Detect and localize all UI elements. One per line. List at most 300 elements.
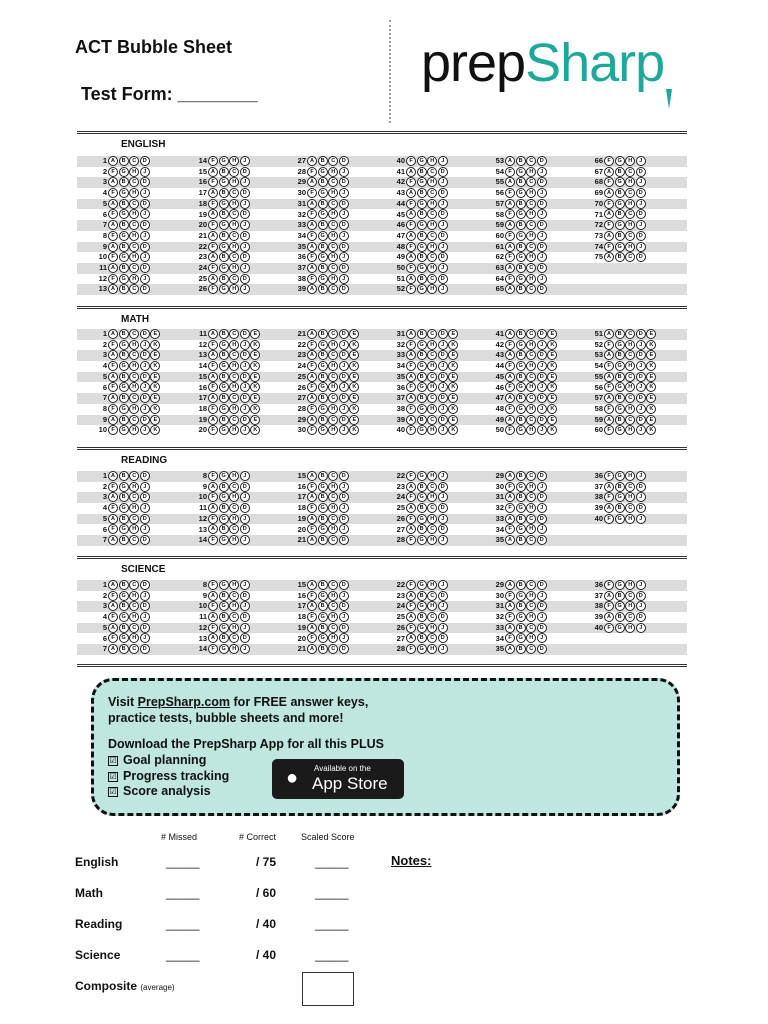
- answer-bubble[interactable]: C: [129, 623, 139, 633]
- answer-bubble[interactable]: H: [427, 263, 437, 273]
- answer-bubble[interactable]: H: [427, 492, 437, 502]
- answer-bubble[interactable]: A: [108, 263, 118, 273]
- answer-bubble[interactable]: A: [505, 644, 515, 654]
- answer-bubble[interactable]: J: [339, 482, 349, 492]
- answer-bubble[interactable]: H: [328, 404, 338, 414]
- answer-bubble[interactable]: J: [636, 471, 646, 481]
- answer-bubble[interactable]: J: [537, 482, 547, 492]
- answer-bubble[interactable]: F: [406, 471, 416, 481]
- answer-bubble[interactable]: G: [219, 514, 229, 524]
- answer-bubble[interactable]: F: [108, 361, 118, 371]
- answer-bubble[interactable]: D: [537, 514, 547, 524]
- answer-bubble[interactable]: D: [537, 644, 547, 654]
- answer-bubble[interactable]: A: [108, 242, 118, 252]
- answer-bubble[interactable]: H: [625, 580, 635, 590]
- answer-bubble[interactable]: B: [516, 415, 526, 425]
- answer-bubble[interactable]: A: [406, 503, 416, 513]
- answer-bubble[interactable]: H: [625, 361, 635, 371]
- answer-bubble[interactable]: G: [119, 252, 129, 262]
- answer-bubble[interactable]: F: [208, 382, 218, 392]
- answer-bubble[interactable]: A: [208, 612, 218, 622]
- answer-bubble[interactable]: G: [516, 361, 526, 371]
- answer-bubble[interactable]: H: [129, 482, 139, 492]
- answer-bubble[interactable]: H: [229, 199, 239, 209]
- answer-bubble[interactable]: G: [119, 425, 129, 435]
- answer-bubble[interactable]: G: [615, 382, 625, 392]
- answer-bubble[interactable]: C: [427, 591, 437, 601]
- answer-bubble[interactable]: J: [636, 404, 646, 414]
- answer-bubble[interactable]: G: [615, 425, 625, 435]
- answer-bubble[interactable]: H: [427, 535, 437, 545]
- answer-bubble[interactable]: C: [625, 372, 635, 382]
- answer-bubble[interactable]: F: [108, 340, 118, 350]
- answer-bubble[interactable]: G: [417, 601, 427, 611]
- answer-bubble[interactable]: E: [547, 350, 557, 360]
- answer-bubble[interactable]: D: [240, 591, 250, 601]
- answer-bubble[interactable]: C: [129, 199, 139, 209]
- answer-bubble[interactable]: G: [219, 263, 229, 273]
- answer-bubble[interactable]: H: [328, 231, 338, 241]
- answer-bubble[interactable]: B: [417, 503, 427, 513]
- answer-bubble[interactable]: G: [119, 633, 129, 643]
- answer-bubble[interactable]: G: [516, 591, 526, 601]
- answer-bubble[interactable]: H: [229, 644, 239, 654]
- answer-bubble[interactable]: D: [339, 263, 349, 273]
- missed-blank[interactable]: _____: [166, 855, 200, 869]
- answer-bubble[interactable]: D: [636, 482, 646, 492]
- app-store-button[interactable]: [272, 759, 404, 799]
- answer-bubble[interactable]: D: [438, 188, 448, 198]
- answer-bubble[interactable]: B: [318, 415, 328, 425]
- answer-bubble[interactable]: D: [140, 471, 150, 481]
- answer-bubble[interactable]: H: [427, 425, 437, 435]
- answer-bubble[interactable]: G: [615, 156, 625, 166]
- answer-bubble[interactable]: G: [417, 580, 427, 590]
- answer-bubble[interactable]: H: [129, 340, 139, 350]
- answer-bubble[interactable]: F: [604, 601, 614, 611]
- answer-bubble[interactable]: H: [526, 524, 536, 534]
- answer-bubble[interactable]: J: [537, 252, 547, 262]
- answer-bubble[interactable]: G: [318, 425, 328, 435]
- answer-bubble[interactable]: G: [417, 156, 427, 166]
- answer-bubble[interactable]: D: [240, 167, 250, 177]
- answer-bubble[interactable]: J: [240, 535, 250, 545]
- answer-bubble[interactable]: K: [250, 382, 260, 392]
- answer-bubble[interactable]: C: [229, 231, 239, 241]
- answer-bubble[interactable]: F: [108, 188, 118, 198]
- answer-bubble[interactable]: J: [339, 612, 349, 622]
- answer-bubble[interactable]: G: [119, 274, 129, 284]
- answer-bubble[interactable]: K: [150, 340, 160, 350]
- answer-bubble[interactable]: F: [108, 382, 118, 392]
- answer-bubble[interactable]: D: [537, 601, 547, 611]
- answer-bubble[interactable]: K: [547, 340, 557, 350]
- scaled-blank[interactable]: _____: [315, 855, 349, 869]
- answer-bubble[interactable]: B: [516, 644, 526, 654]
- answer-bubble[interactable]: D: [240, 393, 250, 403]
- answer-bubble[interactable]: E: [250, 415, 260, 425]
- answer-bubble[interactable]: K: [150, 361, 160, 371]
- answer-bubble[interactable]: D: [339, 623, 349, 633]
- answer-bubble[interactable]: B: [615, 252, 625, 262]
- answer-bubble[interactable]: A: [108, 514, 118, 524]
- answer-bubble[interactable]: B: [318, 514, 328, 524]
- answer-bubble[interactable]: J: [636, 361, 646, 371]
- answer-bubble[interactable]: C: [229, 612, 239, 622]
- answer-bubble[interactable]: F: [406, 623, 416, 633]
- answer-bubble[interactable]: A: [307, 350, 317, 360]
- answer-bubble[interactable]: J: [438, 644, 448, 654]
- answer-bubble[interactable]: G: [318, 503, 328, 513]
- answer-bubble[interactable]: H: [427, 284, 437, 294]
- answer-bubble[interactable]: B: [219, 612, 229, 622]
- answer-bubble[interactable]: J: [240, 644, 250, 654]
- answer-bubble[interactable]: D: [339, 601, 349, 611]
- answer-bubble[interactable]: C: [129, 601, 139, 611]
- answer-bubble[interactable]: C: [625, 252, 635, 262]
- answer-bubble[interactable]: F: [208, 199, 218, 209]
- answer-bubble[interactable]: A: [307, 177, 317, 187]
- answer-bubble[interactable]: G: [119, 503, 129, 513]
- answer-bubble[interactable]: H: [625, 492, 635, 502]
- answer-bubble[interactable]: C: [129, 156, 139, 166]
- answer-bubble[interactable]: F: [108, 167, 118, 177]
- answer-bubble[interactable]: F: [108, 404, 118, 414]
- answer-bubble[interactable]: J: [339, 188, 349, 198]
- answer-bubble[interactable]: E: [448, 350, 458, 360]
- answer-bubble[interactable]: H: [625, 156, 635, 166]
- answer-bubble[interactable]: G: [318, 612, 328, 622]
- answer-bubble[interactable]: F: [307, 361, 317, 371]
- answer-bubble[interactable]: G: [219, 156, 229, 166]
- answer-bubble[interactable]: D: [240, 231, 250, 241]
- answer-bubble[interactable]: A: [108, 492, 118, 502]
- answer-bubble[interactable]: G: [516, 188, 526, 198]
- answer-bubble[interactable]: J: [537, 524, 547, 534]
- answer-bubble[interactable]: H: [625, 404, 635, 414]
- answer-bubble[interactable]: C: [129, 514, 139, 524]
- answer-bubble[interactable]: K: [547, 425, 557, 435]
- answer-bubble[interactable]: H: [129, 167, 139, 177]
- answer-bubble[interactable]: A: [307, 601, 317, 611]
- answer-bubble[interactable]: H: [526, 361, 536, 371]
- answer-bubble[interactable]: J: [537, 425, 547, 435]
- answer-bubble[interactable]: K: [448, 340, 458, 350]
- answer-bubble[interactable]: F: [108, 503, 118, 513]
- answer-bubble[interactable]: G: [417, 535, 427, 545]
- answer-bubble[interactable]: D: [339, 177, 349, 187]
- answer-bubble[interactable]: G: [119, 482, 129, 492]
- answer-bubble[interactable]: B: [417, 372, 427, 382]
- answer-bubble[interactable]: F: [208, 263, 218, 273]
- answer-bubble[interactable]: J: [240, 623, 250, 633]
- answer-bubble[interactable]: D: [140, 514, 150, 524]
- answer-bubble[interactable]: J: [140, 231, 150, 241]
- answer-bubble[interactable]: H: [427, 220, 437, 230]
- answer-bubble[interactable]: F: [505, 167, 515, 177]
- answer-bubble[interactable]: B: [516, 177, 526, 187]
- answer-bubble[interactable]: H: [229, 263, 239, 273]
- answer-bubble[interactable]: H: [229, 340, 239, 350]
- answer-bubble[interactable]: D: [438, 393, 448, 403]
- answer-bubble[interactable]: G: [318, 361, 328, 371]
- answer-bubble[interactable]: B: [417, 329, 427, 339]
- answer-bubble[interactable]: B: [119, 471, 129, 481]
- answer-bubble[interactable]: J: [636, 177, 646, 187]
- answer-bubble[interactable]: J: [240, 220, 250, 230]
- answer-bubble[interactable]: H: [625, 220, 635, 230]
- answer-bubble[interactable]: C: [229, 252, 239, 262]
- answer-bubble[interactable]: K: [349, 382, 359, 392]
- answer-bubble[interactable]: F: [208, 340, 218, 350]
- answer-bubble[interactable]: E: [150, 372, 160, 382]
- answer-bubble[interactable]: H: [129, 274, 139, 284]
- answer-bubble[interactable]: H: [328, 252, 338, 262]
- answer-bubble[interactable]: K: [646, 425, 656, 435]
- answer-bubble[interactable]: A: [505, 601, 515, 611]
- answer-bubble[interactable]: C: [526, 644, 536, 654]
- answer-bubble[interactable]: A: [505, 535, 515, 545]
- answer-bubble[interactable]: G: [119, 382, 129, 392]
- answer-bubble[interactable]: D: [140, 644, 150, 654]
- answer-bubble[interactable]: A: [406, 415, 416, 425]
- answer-bubble[interactable]: B: [119, 492, 129, 502]
- answer-bubble[interactable]: G: [119, 404, 129, 414]
- answer-bubble[interactable]: J: [339, 167, 349, 177]
- answer-bubble[interactable]: G: [318, 209, 328, 219]
- answer-bubble[interactable]: F: [505, 252, 515, 262]
- answer-bubble[interactable]: B: [417, 524, 427, 534]
- answer-bubble[interactable]: H: [129, 252, 139, 262]
- answer-bubble[interactable]: A: [406, 252, 416, 262]
- answer-bubble[interactable]: D: [537, 177, 547, 187]
- answer-bubble[interactable]: B: [318, 350, 328, 360]
- answer-bubble[interactable]: A: [505, 284, 515, 294]
- answer-bubble[interactable]: K: [448, 425, 458, 435]
- answer-bubble[interactable]: E: [150, 393, 160, 403]
- answer-bubble[interactable]: A: [604, 415, 614, 425]
- answer-bubble[interactable]: B: [119, 350, 129, 360]
- answer-bubble[interactable]: D: [537, 623, 547, 633]
- answer-bubble[interactable]: C: [526, 263, 536, 273]
- answer-bubble[interactable]: H: [129, 591, 139, 601]
- answer-bubble[interactable]: J: [339, 361, 349, 371]
- answer-bubble[interactable]: C: [427, 167, 437, 177]
- answer-bubble[interactable]: C: [625, 393, 635, 403]
- answer-bubble[interactable]: B: [119, 601, 129, 611]
- answer-bubble[interactable]: C: [328, 393, 338, 403]
- answer-bubble[interactable]: B: [516, 263, 526, 273]
- answer-bubble[interactable]: C: [328, 199, 338, 209]
- answer-bubble[interactable]: G: [119, 361, 129, 371]
- answer-bubble[interactable]: H: [229, 361, 239, 371]
- answer-bubble[interactable]: H: [328, 361, 338, 371]
- answer-bubble[interactable]: D: [240, 274, 250, 284]
- answer-bubble[interactable]: F: [406, 492, 416, 502]
- answer-bubble[interactable]: J: [339, 425, 349, 435]
- answer-bubble[interactable]: A: [108, 601, 118, 611]
- answer-bubble[interactable]: D: [537, 350, 547, 360]
- answer-bubble[interactable]: D: [140, 177, 150, 187]
- answer-bubble[interactable]: D: [636, 393, 646, 403]
- answer-bubble[interactable]: A: [108, 156, 118, 166]
- answer-bubble[interactable]: B: [516, 284, 526, 294]
- answer-bubble[interactable]: B: [516, 492, 526, 502]
- answer-bubble[interactable]: F: [208, 220, 218, 230]
- answer-bubble[interactable]: C: [526, 156, 536, 166]
- answer-bubble[interactable]: J: [140, 382, 150, 392]
- answer-bubble[interactable]: C: [229, 524, 239, 534]
- answer-bubble[interactable]: J: [438, 361, 448, 371]
- answer-bubble[interactable]: A: [406, 524, 416, 534]
- answer-bubble[interactable]: D: [140, 601, 150, 611]
- answer-bubble[interactable]: F: [208, 177, 218, 187]
- answer-bubble[interactable]: B: [516, 535, 526, 545]
- answer-bubble[interactable]: F: [307, 340, 317, 350]
- answer-bubble[interactable]: B: [219, 167, 229, 177]
- answer-bubble[interactable]: J: [240, 404, 250, 414]
- answer-bubble[interactable]: A: [406, 329, 416, 339]
- answer-bubble[interactable]: H: [328, 482, 338, 492]
- answer-bubble[interactable]: H: [328, 209, 338, 219]
- answer-bubble[interactable]: A: [307, 415, 317, 425]
- answer-bubble[interactable]: C: [625, 350, 635, 360]
- answer-bubble[interactable]: G: [119, 231, 129, 241]
- answer-bubble[interactable]: D: [140, 284, 150, 294]
- answer-bubble[interactable]: E: [547, 415, 557, 425]
- answer-bubble[interactable]: B: [516, 623, 526, 633]
- answer-bubble[interactable]: A: [307, 242, 317, 252]
- answer-bubble[interactable]: G: [119, 612, 129, 622]
- answer-bubble[interactable]: G: [615, 361, 625, 371]
- answer-bubble[interactable]: D: [339, 242, 349, 252]
- answer-bubble[interactable]: D: [240, 372, 250, 382]
- answer-bubble[interactable]: H: [229, 580, 239, 590]
- answer-bubble[interactable]: H: [328, 382, 338, 392]
- answer-bubble[interactable]: G: [417, 361, 427, 371]
- answer-bubble[interactable]: F: [505, 633, 515, 643]
- answer-bubble[interactable]: A: [307, 471, 317, 481]
- answer-bubble[interactable]: J: [339, 231, 349, 241]
- answer-bubble[interactable]: B: [516, 372, 526, 382]
- answer-bubble[interactable]: E: [646, 372, 656, 382]
- answer-bubble[interactable]: C: [328, 514, 338, 524]
- answer-bubble[interactable]: C: [328, 471, 338, 481]
- answer-bubble[interactable]: J: [537, 340, 547, 350]
- answer-bubble[interactable]: G: [318, 340, 328, 350]
- answer-bubble[interactable]: J: [240, 284, 250, 294]
- answer-bubble[interactable]: C: [129, 350, 139, 360]
- answer-bubble[interactable]: F: [307, 524, 317, 534]
- scaled-blank[interactable]: _____: [315, 917, 349, 931]
- answer-bubble[interactable]: B: [119, 514, 129, 524]
- answer-bubble[interactable]: B: [417, 231, 427, 241]
- answer-bubble[interactable]: A: [307, 329, 317, 339]
- answer-bubble[interactable]: B: [219, 415, 229, 425]
- answer-bubble[interactable]: B: [516, 156, 526, 166]
- answer-bubble[interactable]: B: [417, 612, 427, 622]
- answer-bubble[interactable]: A: [505, 623, 515, 633]
- answer-bubble[interactable]: K: [547, 361, 557, 371]
- answer-bubble[interactable]: D: [339, 535, 349, 545]
- answer-bubble[interactable]: G: [219, 242, 229, 252]
- answer-bubble[interactable]: C: [129, 415, 139, 425]
- answer-bubble[interactable]: B: [615, 591, 625, 601]
- answer-bubble[interactable]: C: [625, 167, 635, 177]
- answer-bubble[interactable]: J: [240, 601, 250, 611]
- answer-bubble[interactable]: H: [625, 340, 635, 350]
- answer-bubble[interactable]: G: [417, 263, 427, 273]
- answer-bubble[interactable]: A: [108, 393, 118, 403]
- answer-bubble[interactable]: J: [438, 492, 448, 502]
- answer-bubble[interactable]: A: [208, 482, 218, 492]
- answer-bubble[interactable]: D: [240, 482, 250, 492]
- answer-bubble[interactable]: D: [537, 329, 547, 339]
- answer-bubble[interactable]: G: [417, 623, 427, 633]
- answer-bubble[interactable]: B: [119, 415, 129, 425]
- answer-bubble[interactable]: G: [219, 623, 229, 633]
- answer-bubble[interactable]: J: [140, 274, 150, 284]
- answer-bubble[interactable]: G: [219, 601, 229, 611]
- answer-bubble[interactable]: J: [636, 340, 646, 350]
- answer-bubble[interactable]: A: [307, 580, 317, 590]
- answer-bubble[interactable]: H: [328, 633, 338, 643]
- answer-bubble[interactable]: B: [417, 188, 427, 198]
- answer-bubble[interactable]: D: [537, 535, 547, 545]
- answer-bubble[interactable]: D: [339, 514, 349, 524]
- answer-bubble[interactable]: B: [318, 284, 328, 294]
- answer-bubble[interactable]: J: [140, 591, 150, 601]
- answer-bubble[interactable]: D: [537, 415, 547, 425]
- answer-bubble[interactable]: H: [328, 591, 338, 601]
- answer-bubble[interactable]: G: [219, 199, 229, 209]
- answer-bubble[interactable]: E: [250, 393, 260, 403]
- answer-bubble[interactable]: G: [219, 425, 229, 435]
- answer-bubble[interactable]: H: [229, 492, 239, 502]
- answer-bubble[interactable]: A: [604, 252, 614, 262]
- answer-bubble[interactable]: K: [646, 382, 656, 392]
- answer-bubble[interactable]: D: [339, 471, 349, 481]
- answer-bubble[interactable]: F: [208, 580, 218, 590]
- answer-bubble[interactable]: J: [537, 167, 547, 177]
- answer-bubble[interactable]: B: [119, 580, 129, 590]
- answer-bubble[interactable]: F: [604, 199, 614, 209]
- answer-bubble[interactable]: J: [438, 580, 448, 590]
- answer-bubble[interactable]: D: [140, 580, 150, 590]
- answer-bubble[interactable]: C: [129, 644, 139, 654]
- answer-bubble[interactable]: B: [318, 492, 328, 502]
- answer-bubble[interactable]: E: [250, 329, 260, 339]
- answer-bubble[interactable]: C: [526, 372, 536, 382]
- answer-bubble[interactable]: F: [406, 404, 416, 414]
- answer-bubble[interactable]: K: [250, 404, 260, 414]
- answer-bubble[interactable]: C: [526, 393, 536, 403]
- answer-bubble[interactable]: A: [604, 188, 614, 198]
- answer-bubble[interactable]: F: [307, 382, 317, 392]
- answer-bubble[interactable]: E: [646, 329, 656, 339]
- answer-bubble[interactable]: A: [108, 329, 118, 339]
- answer-bubble[interactable]: H: [625, 623, 635, 633]
- answer-bubble[interactable]: H: [129, 404, 139, 414]
- answer-bubble[interactable]: B: [615, 231, 625, 241]
- answer-bubble[interactable]: H: [427, 340, 437, 350]
- answer-bubble[interactable]: C: [328, 644, 338, 654]
- answer-bubble[interactable]: J: [438, 177, 448, 187]
- answer-bubble[interactable]: F: [505, 274, 515, 284]
- answer-bubble[interactable]: G: [318, 524, 328, 534]
- answer-bubble[interactable]: B: [318, 329, 328, 339]
- answer-bubble[interactable]: F: [307, 612, 317, 622]
